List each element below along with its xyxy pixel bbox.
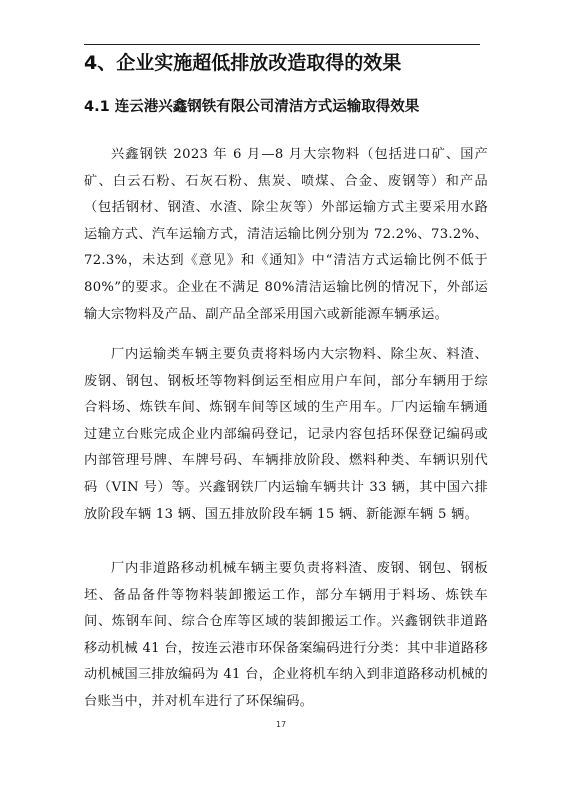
page-number: 17 bbox=[275, 720, 287, 729]
paragraph-in-plant-vehicles: 厂内运输类车辆主要负责将料场内大宗物料、除尘灰、料渣、废钢、钢包、钢板坯等物料倒运至相应用户车间，部分车辆用于综合料场、炼铁车间、炼钢车间等区域的生产用车。厂内运输车辆通过建立台账完成企业内部编码登记，记录内容包括环保登记编码或内部管理号牌、车牌号码、车辆排放阶段、燃料种类、车辆识别代码（VIN 号）等。兴鑫钢铁厂内运输车辆共计 33 辆，其中国六排放阶段车辆 13 辆、国五排放阶段车辆 15 辆、新能源车辆 5 辆。 bbox=[84, 347, 488, 522]
header-rule bbox=[84, 44, 480, 45]
paragraph-external-transport: 兴鑫钢铁 2023 年 6 月—8 月大宗物料（包括进口矿、国产矿、白云石粉、石灰石粉、焦炭、喷煤、合金、废钢等）和产品（包括钢材、钢渣、水渣、除尘灰等）外部运输方式主要采用水路运输方式、汽车运输方式，清洁运输比例分别为 72.2%、73.2%、72.3%，未达到《意见》和《通知》中“清洁方式运输比例不低于 80%”的要求。企业在不满足 80%清洁运输比例的情况下，外部运输大宗物料及产品、副产品全部采用国六或新能源车辆承运。 bbox=[84, 147, 488, 322]
subsection-title: 4.1 连云港兴鑫钢铁有限公司清洁方式运输取得效果 bbox=[84, 99, 420, 115]
paragraph-non-road-machinery: 厂内非道路移动机械车辆主要负责将料渣、废钢、钢包、钢板坯、备品备件等物料装卸搬运工作，部分车辆用于料场、炼铁车间、炼钢车间、综合仓库等区域的装卸搬运工作。兴鑫钢铁非道路移动机械 41 台，按连云港市环保备案编码进行分类：其中非道路移动机械国三排放编码为 41 台，企业将机车纳入到非道路移动机械的台账当中，并对机车进行了环保编码。 bbox=[84, 561, 489, 709]
section-title: 4、企业实施超低排放改造取得的效果 bbox=[84, 52, 402, 74]
